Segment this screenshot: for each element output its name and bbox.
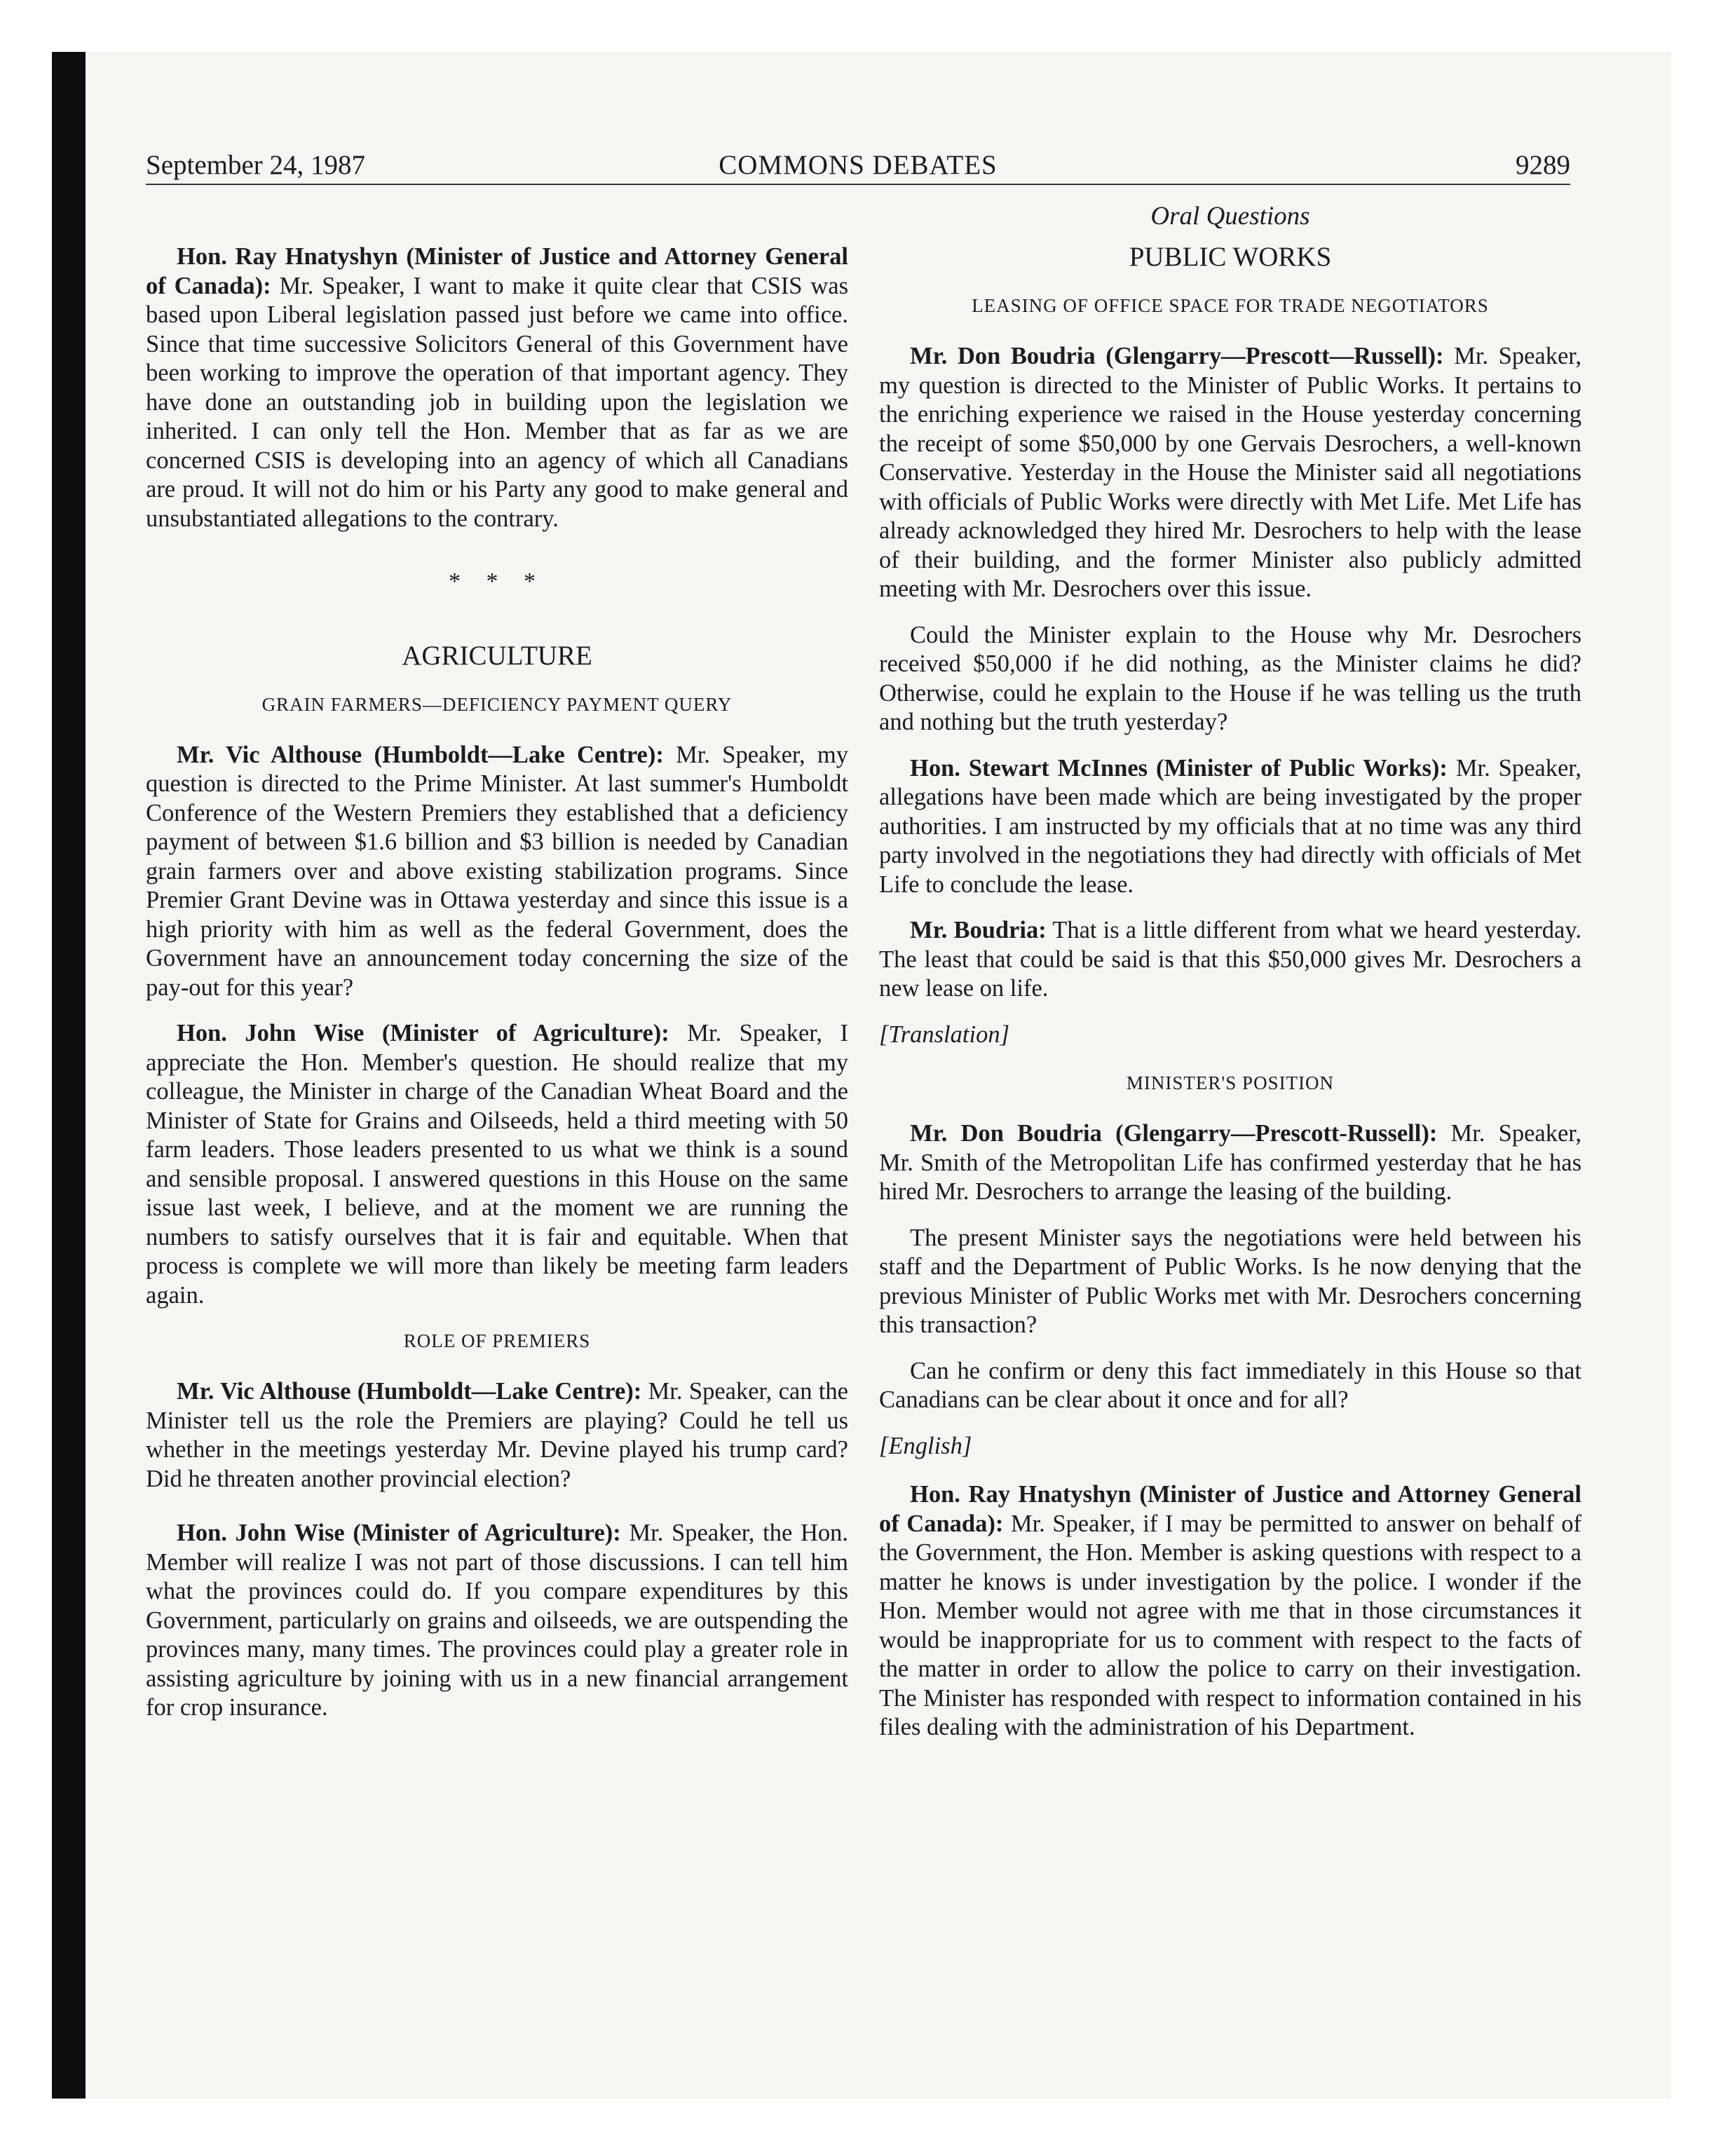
speaker-name: Mr. Boudria: — [910, 917, 1047, 943]
section-label: Oral Questions — [1150, 202, 1310, 231]
speech-text: Mr. Speaker, Mr. Smith of the Metropolitan Life has confirmed yesterday that he has hired Mr. Desrochers to arrange the leasing of the building. — [879, 1120, 1582, 1205]
header-title: COMMONS DEBATES — [719, 150, 998, 180]
paragraph — [879, 342, 1581, 604]
header-date: September 24, 1987 — [146, 150, 366, 180]
subheading: LEASING OF OFFICE SPACE FOR TRADE NEGOTIATORS — [972, 295, 1489, 316]
speaker-name: Hon. Ray Hnatyshyn (Minister of Justice and Attorney General of Canada): — [879, 1481, 1581, 1537]
right-column — [879, 199, 1581, 1759]
speech-text: Mr. Speaker, my question is directed to the Minister of Public Works. It pertains to the enriching experience we raised in the House yesterday concerning the receipt of some $50,000 by one Gervais Desrochers, a well-known Conservative. Yesterday in the House the Minister said all negotiations with officials of Public Works were directly with Met Life. Met Life has already acknowledged they hired Mr. Desrochers to help with the lease of their building, and the former Minister also publicly admitted meeting with Mr. Desrochers over this issue. — [879, 343, 1581, 602]
section-heading: PUBLIC WORKS — [1129, 242, 1332, 272]
scan-binding-edge — [52, 52, 86, 2099]
subheading: GRAIN FARMERS—DEFICIENCY PAYMENT QUERY — [261, 693, 733, 715]
language-note: [English] — [879, 1432, 972, 1459]
speaker-name: Mr. Don Boudria (Glengarry—Prescott—Russell): — [910, 343, 1444, 369]
speaker-name: Mr. Vic Althouse (Humboldt—Lake Centre): — [177, 741, 664, 768]
speaker-name: Hon. John Wise (Minister of Agriculture): — [177, 1520, 621, 1546]
paragraph: Can he confirm or deny this fact immediately in this House so that Canadians can be clear about it once and for all? — [879, 1357, 1581, 1413]
speech-text: Mr. Speaker, my question is directed to the Prime Minister. At last summer's Humboldt Conference of the Western Premiers they established that a deficiency payment of between $1.6 billion and $3 billion is needed by Canadian grain farmers over and above existing stabilization programs. Since Premier Grant Devine was in Ottawa yesterday and since this issue is a high priority with him as well as the federal Government, does the Government have an announcement today concerning the size of the pay-out for this year? — [146, 741, 848, 1001]
speaker-name: Mr. Don Boudria (Glengarry—Prescott-Russell): — [910, 1120, 1438, 1147]
speech-text: Mr. Speaker, I appreciate the Hon. Member's question. He should realize that my colleague, the Minister in charge of the Canadian Wheat Board and the Minister of State for Grains and Oilseeds, held a third meeting with 50 farm leaders. Those leaders presented to us what we think is a sound and sensible proposal. I answered questions in this House on the same issue last week, I believe, and at the moment we are running the numbers to satisfy ourselves that it is fair and equitable. When that process is complete we will more than likely be meeting farm leaders again. — [146, 1020, 848, 1309]
paragraph: The present Minister says the negotiations were held between his staff and the Department of Public Works. Is he now denying that the previous Minister of Public Works met with Mr. Desrochers concerning this transaction? — [879, 1224, 1581, 1338]
speech-text: Mr. Speaker, can the Minister tell us the role the Premiers are playing? Could he tell us whether in the meetings yesterday Mr. Devine played his trump card? Did he threaten another provincial election? — [146, 1378, 848, 1492]
section-heading: AGRICULTURE — [402, 640, 592, 671]
page-header — [146, 149, 1570, 188]
speaker-name: Hon. John Wise (Minister of Agriculture): — [177, 1020, 669, 1046]
paragraph — [879, 754, 1581, 900]
speech-text: Mr. Speaker, if I may be permitted to answer on behalf of the Government, the Hon. Member is asking questions with respect to a matter he knows is under investigation by the police. I wonder if the Hon. Member would not agree with me that in those circumstances it would be inappropriate for us to comment with respect to the facts of the matter in order to allow the police to carry on their investigation. The Minister has responded with respect to information contained in his files dealing with the administration of his Department. — [879, 1510, 1582, 1740]
paragraph: Could the Minister explain to the House why Mr. Desrochers received $50,000 if he did nothing, as the Minister claims he did? Otherwise, could he explain to the House if he was telling us the truth and nothing but the truth yesterday? — [879, 621, 1581, 735]
speech-text: That is a little different from what we heard yesterday. The least that could be said is that this $50,000 gives Mr. Desrochers a new lease on life. — [879, 917, 1581, 1002]
paragraph — [146, 741, 848, 1003]
paragraph — [146, 1519, 848, 1723]
paragraph — [879, 1480, 1581, 1742]
speech-text: Mr. Speaker, I want to make it quite clear that CSIS was based upon Liberal legislation passed just before we came into office. Since that time successive Solicitors General of this Government have been working to improve the operation of that important agency. They have done an outstanding job in building upon the legislation we inherited. I can only tell the Hon. Member that as far as we are concerned CSIS is developing into an agency of which all Canadians are proud. It will not do him or his Party any good to make general and unsubstantiated allegations to the contrary. — [146, 272, 848, 532]
left-column — [146, 243, 848, 1740]
speaker-name: Hon. Stewart McInnes (Minister of Public Works): — [910, 754, 1448, 782]
speaker-name: Mr. Vic Althouse (Humboldt—Lake Centre): — [177, 1378, 642, 1405]
paragraph — [146, 1019, 848, 1310]
speaker-name: Hon. Ray Hnatyshyn (Minister of Justice and Attorney General of Canada): — [146, 243, 848, 299]
subheading: ROLE OF PREMIERS — [403, 1330, 591, 1351]
speech-text: Mr. Speaker, the Hon. Member will realize I was not part of those discussions. I can tell him what the provinces could do. If you compare expenditures by this Government, particularly on grains and oilseeds, we are outspending the provinces many, many times. The provinces could play a greater role in assisting agriculture by joining with us in a new financial arrangement for crop insurance. — [146, 1520, 848, 1721]
paragraph — [879, 916, 1581, 1004]
language-note: [Translation] — [879, 1021, 1009, 1048]
header-rule — [146, 184, 1570, 185]
header-page-number: 9289 — [1516, 150, 1570, 180]
subheading: MINISTER'S POSITION — [1126, 1072, 1335, 1093]
paragraph — [146, 1377, 848, 1494]
paragraph — [879, 1119, 1581, 1207]
section-separator: * * * — [449, 568, 545, 594]
paragraph — [146, 243, 848, 533]
speech-text: Mr. Speaker, allegations have been made which are being investigated by the proper authorities. I am instructed by my officials that at no time was any third party involved in the negotiations they had directly with officials of Met Life to conclude the lease. — [879, 754, 1582, 898]
